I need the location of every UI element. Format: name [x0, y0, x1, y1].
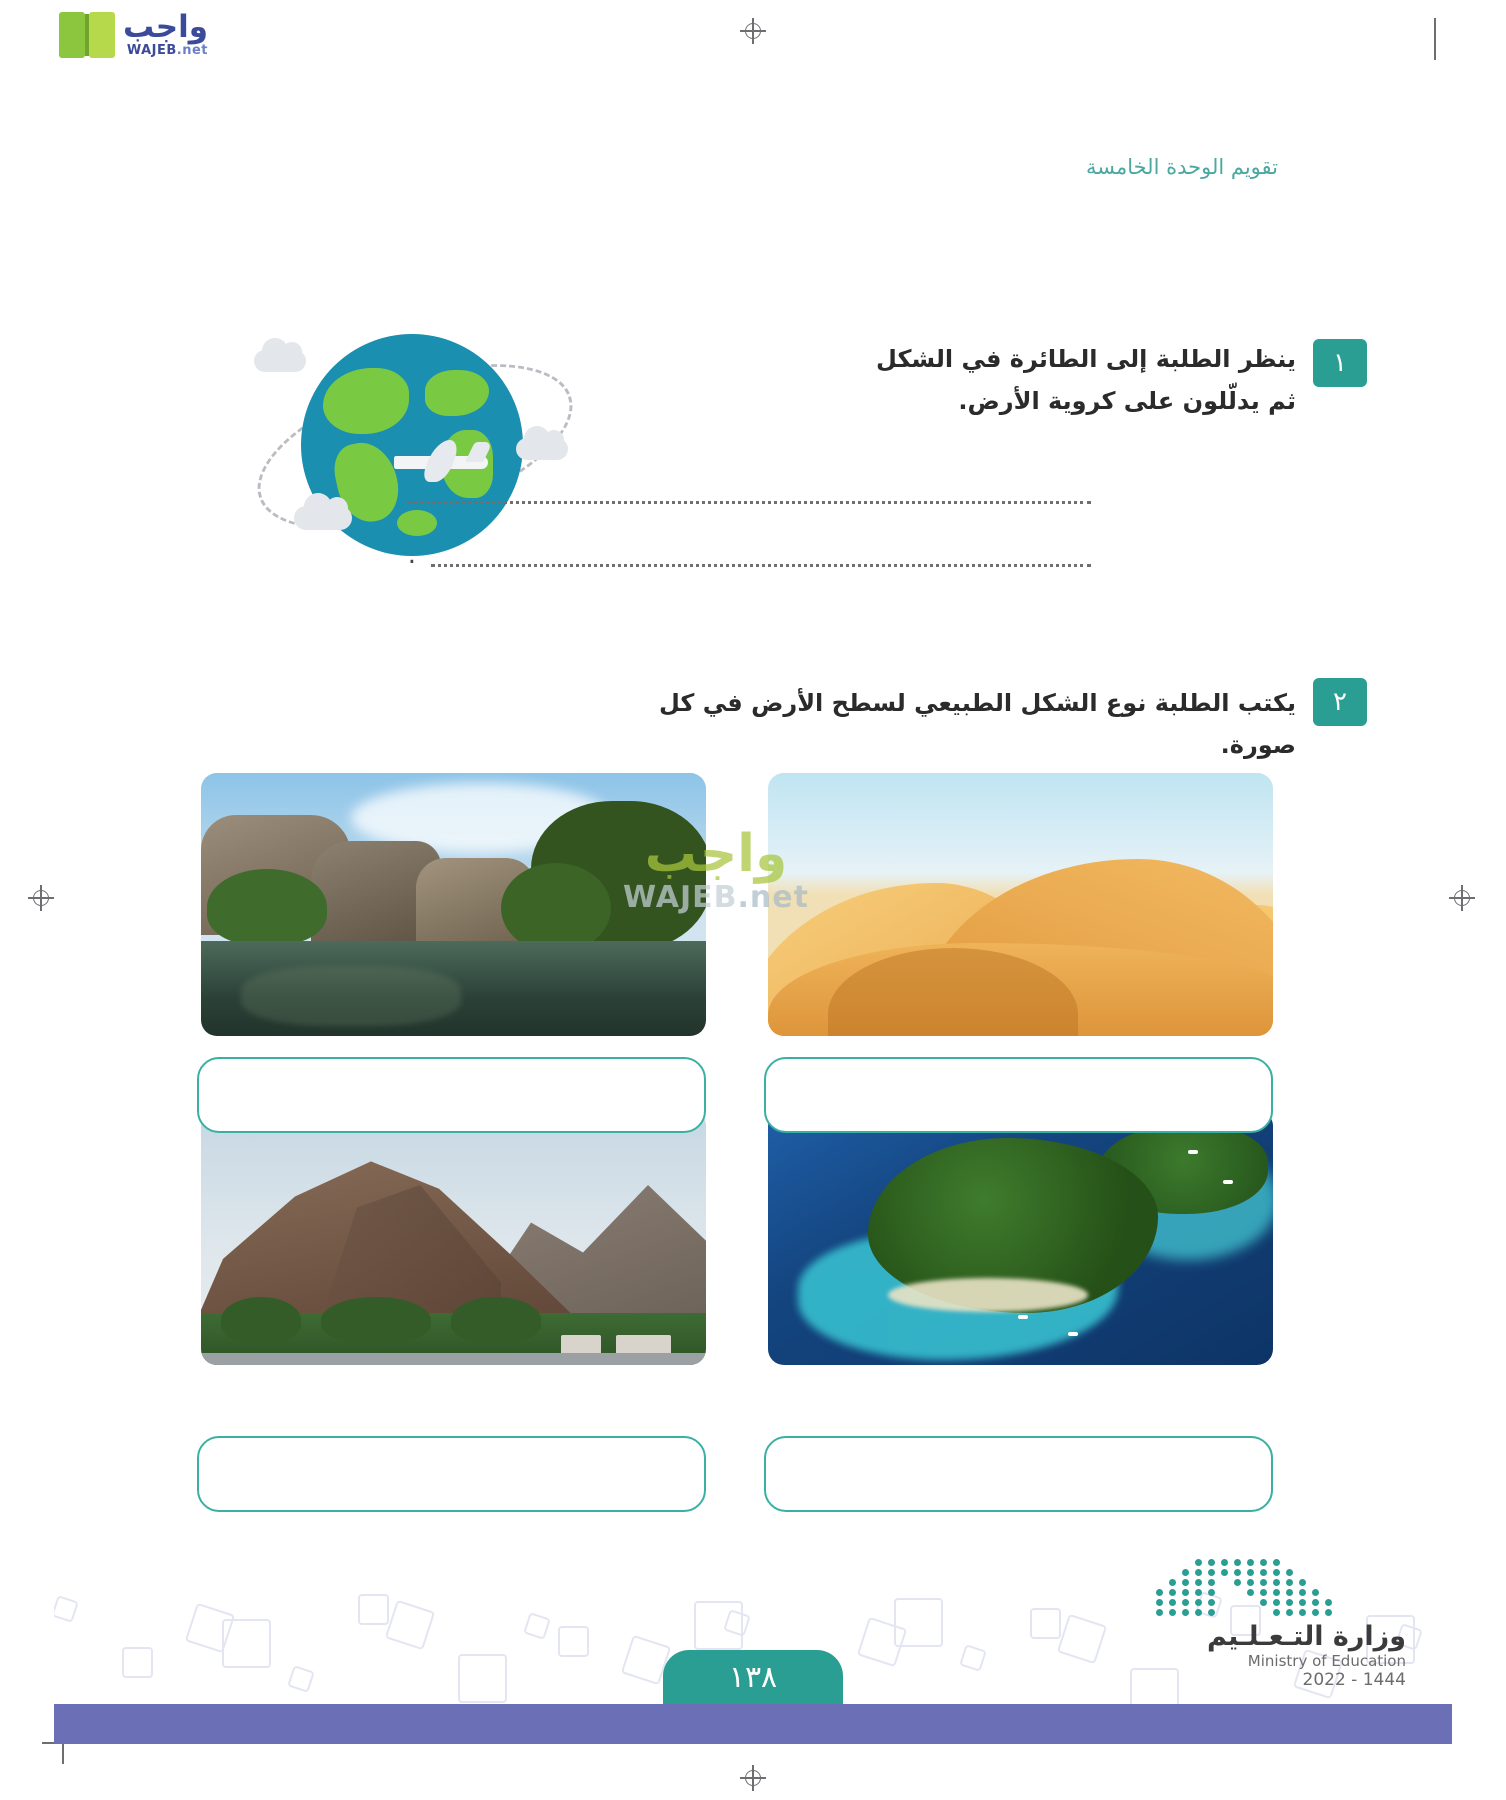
cloud-icon — [294, 506, 352, 530]
moe-dot — [1247, 1579, 1254, 1586]
moe-dot — [1169, 1579, 1176, 1586]
moe-dot — [1260, 1559, 1267, 1566]
moe-dot — [1156, 1599, 1163, 1606]
moe-dot — [1195, 1609, 1202, 1616]
moe-dot — [1247, 1569, 1254, 1576]
moe-dot — [1273, 1579, 1280, 1586]
footer-bar — [54, 1704, 1452, 1744]
moe-dot — [1169, 1599, 1176, 1606]
answer-box-desert[interactable] — [764, 1057, 1273, 1133]
moe-dot — [1182, 1569, 1189, 1576]
pattern-square — [1057, 1614, 1107, 1664]
moe-dot — [1234, 1579, 1241, 1586]
ministry-of-education-logo — [1146, 1559, 1406, 1690]
moe-dot — [1195, 1559, 1202, 1566]
moe-dot — [1182, 1589, 1189, 1596]
answer-box-valley[interactable] — [197, 1057, 706, 1133]
ministry-year: 2022 - 1444 — [1302, 1670, 1406, 1690]
answer-box-mountain[interactable] — [197, 1436, 706, 1512]
moe-dot — [1195, 1579, 1202, 1586]
moe-dot — [1260, 1589, 1267, 1596]
moe-dot — [1286, 1609, 1293, 1616]
pattern-square — [222, 1619, 271, 1668]
rocky-valley-water-photo — [201, 773, 706, 1036]
pattern-square — [358, 1594, 389, 1625]
moe-dot — [1299, 1599, 1306, 1606]
moe-dot — [1260, 1579, 1267, 1586]
island-aerial-photo — [768, 1110, 1273, 1365]
moe-dot — [1286, 1589, 1293, 1596]
pattern-square — [122, 1647, 153, 1678]
moe-dot — [1286, 1599, 1293, 1606]
moe-dot — [1195, 1599, 1202, 1606]
moe-dot — [1299, 1579, 1306, 1586]
moe-dot — [1156, 1609, 1163, 1616]
moe-dot — [1208, 1599, 1215, 1606]
moe-dot — [1260, 1569, 1267, 1576]
page-number: ١٣٨ — [663, 1650, 843, 1704]
question-1-answer-period: . — [407, 540, 416, 570]
moe-dot — [1208, 1609, 1215, 1616]
moe-dot — [1182, 1579, 1189, 1586]
moe-dot — [1195, 1569, 1202, 1576]
moe-dot — [1273, 1589, 1280, 1596]
moe-dot — [1156, 1589, 1163, 1596]
moe-dot — [1247, 1589, 1254, 1596]
moe-dot — [1260, 1599, 1267, 1606]
moe-dots-icon — [1156, 1559, 1346, 1621]
question-1-answer-line-1[interactable] — [407, 499, 1091, 504]
moe-dot — [1169, 1589, 1176, 1596]
page-watermark: واجب WAJEB.net — [623, 824, 809, 915]
ministry-name-ar: وزارة التـعـلـيم — [1206, 1621, 1406, 1652]
moe-dot — [1312, 1589, 1319, 1596]
answer-box-island[interactable] — [764, 1436, 1273, 1512]
moe-dot — [1325, 1599, 1332, 1606]
moe-dot — [1325, 1609, 1332, 1616]
pattern-square — [523, 1612, 551, 1640]
moe-dot — [1208, 1559, 1215, 1566]
registration-mark-bottom — [740, 1765, 766, 1791]
wajeb-logo — [8, 4, 208, 66]
pattern-square — [458, 1654, 507, 1703]
pattern-square — [54, 1595, 79, 1623]
moe-dot — [1286, 1579, 1293, 1586]
question-2-text: يكتب الطلبة نوع الشكل الطبيعي لسطح الأرض في كل صورة. — [659, 689, 1296, 759]
question-2-number: ٢ — [1313, 678, 1367, 726]
pattern-square — [287, 1665, 315, 1693]
moe-dot — [1312, 1609, 1319, 1616]
moe-dot — [1299, 1609, 1306, 1616]
question-1-number: ١ — [1313, 339, 1367, 387]
cloud-icon — [516, 438, 568, 460]
wajeb-logo-ar: واجب — [122, 9, 208, 45]
moe-dot — [1273, 1609, 1280, 1616]
registration-mark-left — [28, 885, 54, 911]
moe-dot — [1208, 1569, 1215, 1576]
moe-dot — [1247, 1559, 1254, 1566]
airplane-icon — [394, 442, 490, 482]
pattern-square — [1030, 1608, 1061, 1639]
question-1-text: ينظر الطلبة إلى الطائرة في الشكل ثم يدلّلون على كروية الأرض. — [876, 345, 1296, 415]
unit-evaluation-title: تقويم الوحدة الخامسة — [1085, 155, 1278, 179]
globe-with-airplane-illustration — [246, 320, 626, 570]
pattern-square — [894, 1598, 943, 1647]
moe-dot — [1299, 1589, 1306, 1596]
ministry-name-en: Ministry of Education — [1247, 1652, 1406, 1670]
pattern-square — [959, 1644, 987, 1672]
cloud-icon — [254, 350, 306, 372]
moe-dot — [1273, 1559, 1280, 1566]
moe-dot — [1169, 1609, 1176, 1616]
question-1-answer-line-2[interactable] — [431, 562, 1091, 567]
open-book-icon — [59, 12, 115, 58]
moe-dot — [1286, 1569, 1293, 1576]
moe-dot — [1312, 1599, 1319, 1606]
moe-dot — [1182, 1609, 1189, 1616]
moe-dot — [1234, 1569, 1241, 1576]
registration-mark-right — [1449, 885, 1475, 911]
moe-dot — [1208, 1579, 1215, 1586]
moe-dot — [1221, 1559, 1228, 1566]
moe-dot — [1273, 1599, 1280, 1606]
moe-dot — [1221, 1569, 1228, 1576]
wajeb-logo-en: WAJEB.net — [126, 43, 208, 58]
crop-mark-top-right — [1434, 18, 1436, 60]
mountain-photo — [201, 1110, 706, 1365]
moe-dot — [1195, 1589, 1202, 1596]
pattern-square — [385, 1600, 435, 1650]
desert-dunes-photo — [768, 773, 1273, 1036]
moe-dot — [1273, 1569, 1280, 1576]
moe-dot — [1182, 1599, 1189, 1606]
pattern-square — [558, 1626, 589, 1657]
registration-mark-top — [740, 18, 766, 44]
moe-dot — [1234, 1559, 1241, 1566]
moe-dot — [1208, 1589, 1215, 1596]
